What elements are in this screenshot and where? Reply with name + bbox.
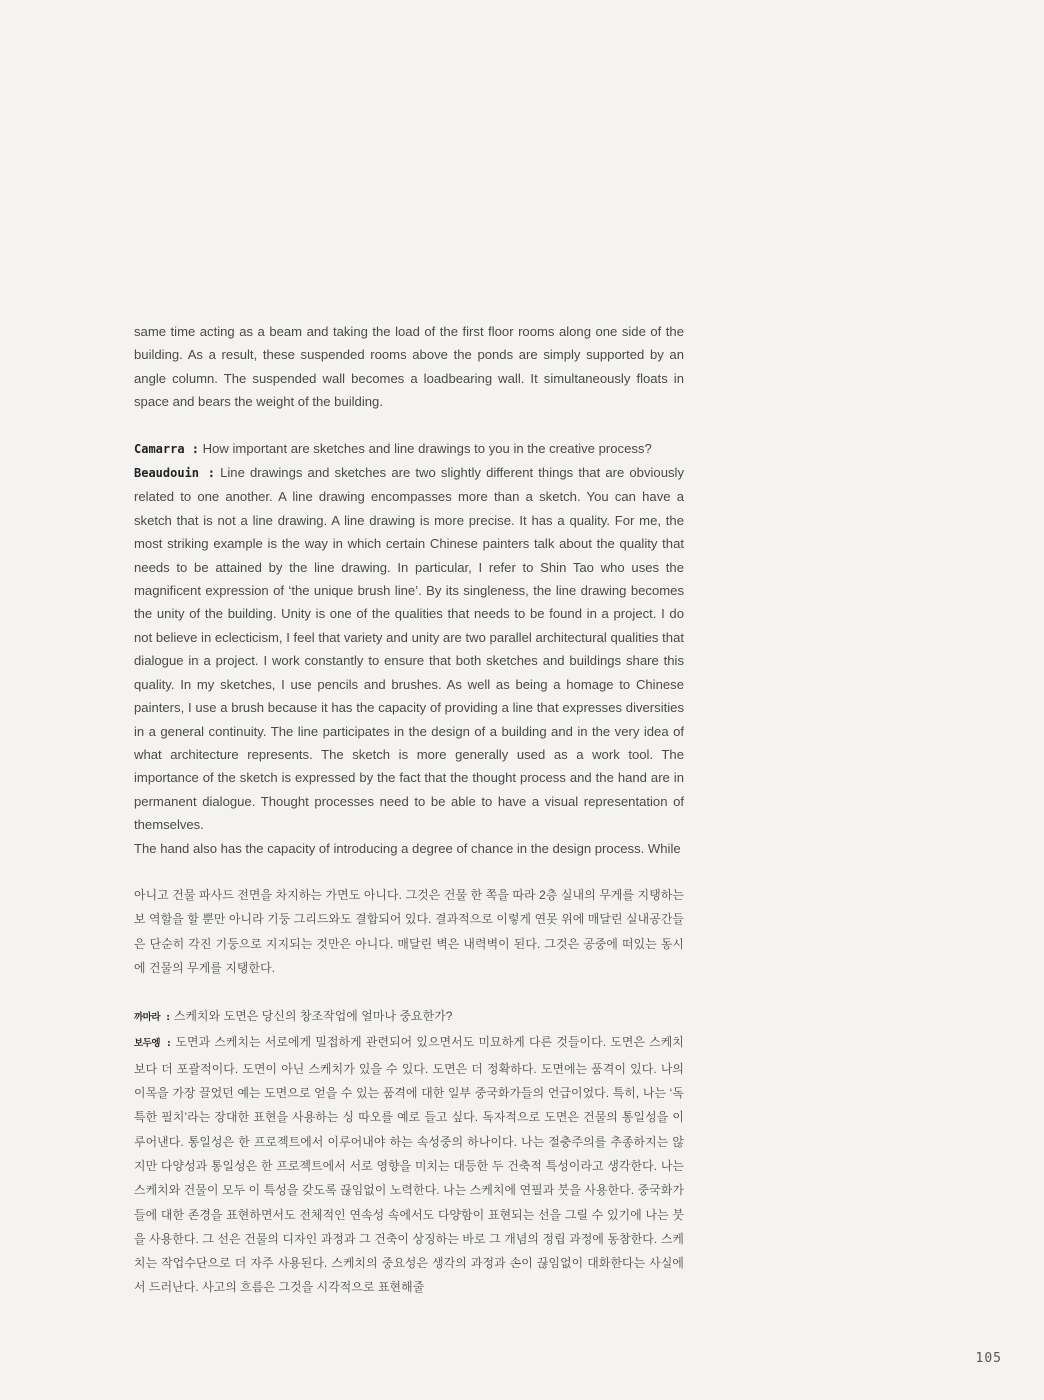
english-question [134, 437, 684, 461]
korean-answer-text: 도면과 스케치는 서로에게 밀접하게 관련되어 있으면서도 미묘하게 다른 것들이다. 도면은 스케치보다 더 포괄적이다. 도면이 아닌 스케치가 있을 수 있다. 도면은 더 정확하다. 도면에는 품격이 있다. 나의 이목을 가장 끌었던 예는 도면으로 얻을 수 있는 품격에 대한 일부 중국화가들의 언급이었다. 특히, 나는 ‘독특한 필치’라는 장대한 표현을 사용하는 싱 따오를 예로 들고 싶다. 독자적으로 도면은 건물의 통일성을 이루어낸다. 통일성은 한 프로젝트에서 이루어내야 하는 속성중의 하나이다. 나는 절충주의를 추종하지는 않지만 다양성과 통일성은 한 프로젝트에서 서로 영향을 미치는 대등한 두 건축적 특성이라고 생각한다. 나는 스케치와 건물이 모두 이 특성을 갖도록 끊임없이 노력한다. 나는 스케치에 연필과 붓을 사용한다. 중국화가들에 대한 존경을 표현하면서도 전체적인 연속성 속에서도 다양함이 표현되는 선을 그릴 수 있기에 나는 붓을 사용한다. 그 선은 건물의 디자인 과정과 그 건축이 상징하는 바로 그 개념의 정립 과정에 동참한다. 스케치는 작업수단으로 더 자주 사용된다. 스케치의 중요성은 생각의 과정과 손이 끊임없이 대화한다는 사실에서 드러난다. 사고의 흐름은 그것을 시각적으로 표현해줄 [134, 1035, 684, 1295]
paragraph-gap [134, 414, 684, 437]
answer-text: Line drawings and sketches are two slightly different things that are obviously related to one another. A line drawing encompasses more than a sketch. You can have a sketch that is not a line drawing. A line drawing is more precise. It has a quality. For me, the most striking example is the way in which certain Chinese painters talk about the quality that needs to be attained by the line drawing. In particular, I refer to Shin Tao who uses the magnificent expression of ‘the unique brush line’. By its singleness, the line drawing becomes the unity of the building. Unity is one of the qualities that needs to be found in a project. I do not believe in eclecticism, I feel that variety and unity are two parallel architectural qualities that dialogue in a project. I work constantly to ensure that both sketches and buildings share this quality. In my sketches, I use pencils and brushes. As well as being a homage to Chinese painters, I use a brush because it has the capacity of providing a line that expresses diversities in a general continuity. The line participates in the design of a building and in the very idea of what architecture represents. The sketch is more generally used as a work tool. The importance of the sketch is expressed by the fact that the thought process and the hand are in permanent dialogue. Thought processes need to be able to have a visual representation of themselves. [134, 465, 684, 833]
korean-question [134, 1004, 684, 1030]
interviewer-name: Camarra : [134, 441, 200, 456]
question-text: How important are sketches and line drawings to you in the creative process? [199, 440, 652, 456]
korean-paragraph-intro: 아니고 건물 파사드 전면을 차지하는 가면도 아니다. 그것은 건물 한 쪽을 따라 2층 실내의 무게를 지탱하는 보 역할을 할 뿐만 아니라 기둥 그리드와도 결합되어 있다. 결과적으로 이렇게 연못 위에 매달린 실내공간들은 단순히 각진 기둥으로 지지되는 것만은 아니다. 매달린 벽은 내력벽이 된다. 그것은 공중에 떠있는 동시에 건물의 무게를 지탱한다. [134, 888, 684, 975]
english-paragraph-intro: same time acting as a beam and taking the load of the first floor rooms along one side of the building. As a result, these suspended rooms above the ponds are simply supported by an angle column. The suspended wall becomes a loadbearing wall. It simultaneously floats in space and bears the weight of the building. [134, 324, 684, 410]
english-answer [134, 461, 684, 837]
page-number: 105 [975, 1351, 1002, 1366]
korean-question-text: 스케치와 도면은 당신의 창조작업에 얼마나 중요한가? [170, 1009, 453, 1024]
interviewee-name: Beaudouin : [134, 466, 215, 481]
korean-answer [134, 1030, 684, 1299]
korean-text-block [134, 883, 684, 1300]
interviewer-name-korean: 까마라 : [134, 1012, 171, 1024]
paragraph-gap [134, 980, 684, 1004]
english-text-block [134, 320, 684, 860]
interviewee-name-korean: 보두엥 : [134, 1038, 172, 1050]
english-paragraph-last: The hand also has the capacity of introducing a degree of chance in the design process. While [134, 840, 681, 856]
